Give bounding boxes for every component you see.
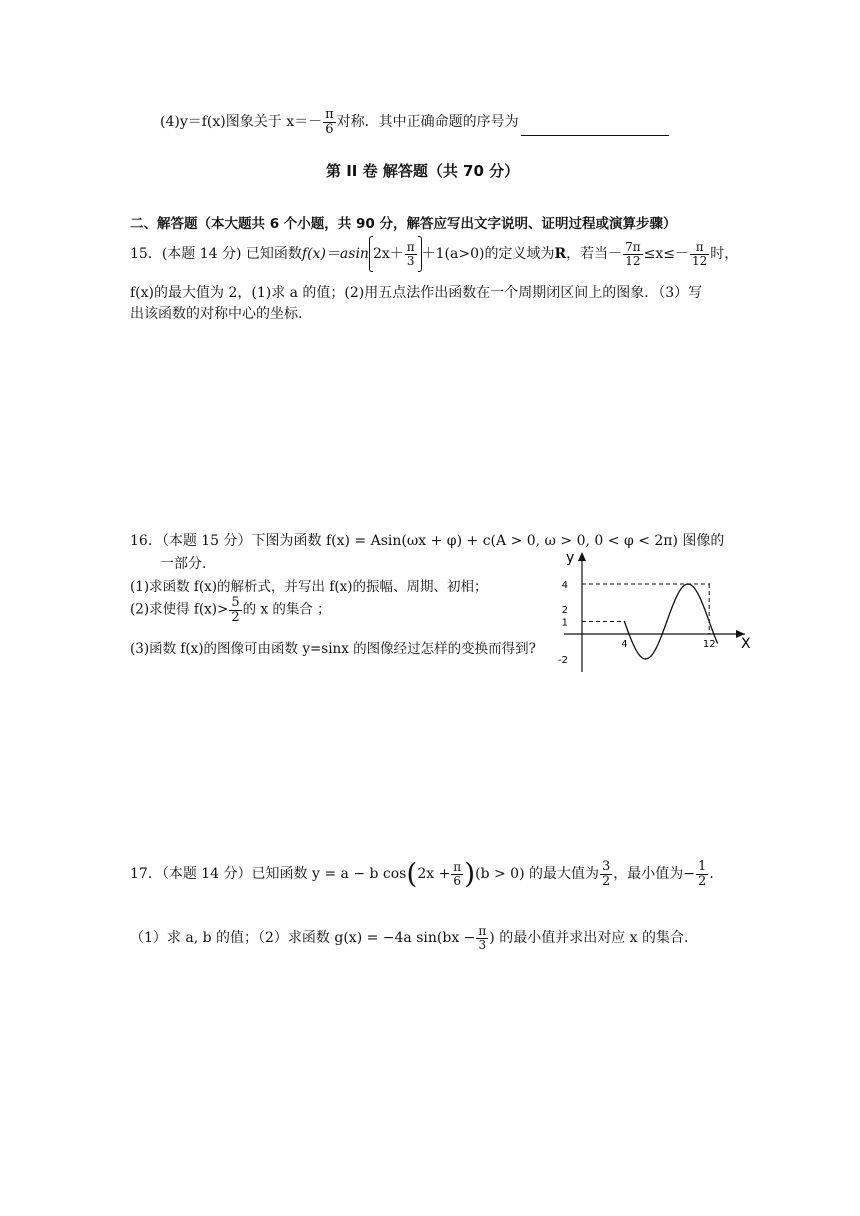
curve-point (624, 621, 626, 623)
q16-line1: 16．（本题 15 分）下图为函数 f(x) = Asin(ωx + φ) + c(A > 0, ω > 0, 0 < φ < 2π) 图像的 (130, 533, 725, 549)
q14-suffix: 对称．其中正确命题的序号为 (336, 114, 519, 131)
y-tick-label: 2 (561, 605, 568, 616)
curve-point (708, 583, 710, 585)
q15-inner: 2x＋ (372, 246, 404, 262)
q17-line1 (130, 857, 714, 891)
q17-line1a: 17．（本题 14 分）已知函数 y = a − b cos (130, 866, 407, 883)
q15-inner-frac: $\frac{\pi}{3}$ (406, 239, 415, 268)
q14-prefix: (4) (160, 114, 180, 131)
q15-cond: ，若当－ (566, 246, 623, 262)
q17-inner: 2x + (417, 866, 451, 883)
part2-title: 第 II 卷 解答题（共 70 分） (326, 162, 520, 180)
y-tick-label: -2 (558, 655, 568, 666)
q17-after: (b > 0) 的最大值为 (475, 866, 599, 883)
x-axis-label: X (741, 636, 751, 652)
x-tick-label: 12 (702, 639, 716, 650)
q17-end: . (709, 866, 714, 883)
q15-lead: 15．(本题 14 分) 已知函数 (130, 246, 302, 262)
q15-R: R (554, 246, 567, 262)
curve-point (666, 621, 668, 623)
q14-item4 (160, 108, 669, 136)
x-tick-label: 4 (621, 639, 628, 650)
y-tick-label: 4 (561, 580, 568, 591)
q17-line2b: ) 的最小值并求出对应 x 的集合. (489, 930, 689, 947)
q17-line2 (130, 925, 688, 951)
q17-min-text: ，最小值为− (613, 866, 696, 883)
q15-tail: 时， (710, 246, 739, 262)
q15-after: ＋1(a>0)的定义域为 (421, 246, 555, 262)
q15-line3: 出该函数的对称中心的坐标. (130, 306, 303, 322)
q17-min-frac: $\frac{1}{2}$ (698, 859, 707, 889)
q17-max-frac: $\frac{3}{2}$ (602, 859, 611, 889)
q17-inner-frac: $\frac{\pi}{6}$ (453, 860, 462, 888)
y-tick-label: 1 (561, 617, 568, 629)
q16-part3: (3)函数 f(x)的图像可由函数 y=sinx 的图像经过怎样的变换而得到? (130, 641, 536, 657)
q17-rparen: ) (464, 857, 476, 891)
q16-graph (540, 548, 760, 678)
curve-point (687, 583, 689, 585)
q17-l2-frac: $\frac{\pi}{3}$ (478, 924, 487, 952)
y-axis-label: y (566, 550, 575, 566)
q14-fraction: $\frac{\pi}{6}$ (325, 107, 334, 137)
q16-p2a: (2)求使得 f(x)> (130, 601, 229, 618)
q17-line2a: （1）求 a, b 的值；（2）求函数 g(x) = −4a sin(bx − (130, 930, 476, 947)
q14-func: y＝f(x)图象关于 x＝－ (179, 114, 323, 131)
q15-fx: f(x)＝asin (301, 246, 369, 262)
q15-line2: f(x)的最大值为 2，(1)求 a 的值；(2)用五点法作出函数在一个周期闭区间上的图象．（3）写 (130, 285, 703, 301)
curve-point (645, 658, 647, 660)
q15-frac1: $\frac{7\pi}{12}$ (625, 239, 641, 268)
q16-part1: (1)求函数 f(x)的解析式，并写出 f(x)的振幅、周期、初相； (130, 579, 488, 595)
q17-lparen: ( (406, 857, 418, 891)
q16-part2 (130, 596, 331, 624)
q15-frac2: $\frac{\pi}{12}$ (692, 239, 708, 268)
q16-line1b: 一部分. (160, 556, 207, 572)
y-axis-arrow (578, 552, 586, 561)
q16-p2-frac: $\frac{5}{2}$ (231, 595, 240, 625)
answer-blank[interactable] (521, 121, 669, 136)
q16-p2b: 的 x 的集合 ； (242, 601, 331, 618)
section-header: 二、解答题（本大题共 6 个小题，共 90 分，解答应写出文字说明、证明过程或演算步骤） (130, 216, 677, 232)
q15-line1 (130, 236, 738, 272)
q15-mid: ≤x≤－ (643, 246, 689, 262)
